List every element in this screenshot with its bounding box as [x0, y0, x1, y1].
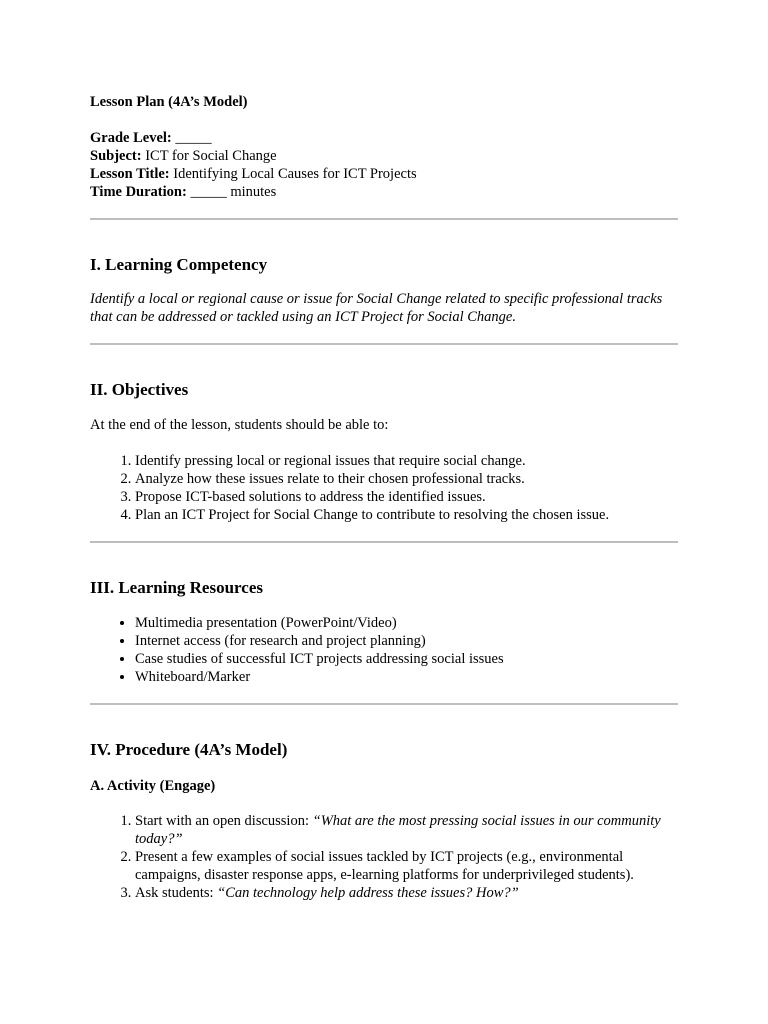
grade-level-label: Grade Level: [90, 130, 172, 146]
activity-item-text: Ask students: [135, 885, 218, 901]
time-duration-label: Time Duration: [90, 184, 187, 200]
section-divider [90, 218, 678, 220]
time-duration-value: _____ minutes [186, 184, 277, 200]
section-divider [90, 541, 678, 543]
subject-line [90, 147, 678, 165]
competency-text: Identify a local or regional cause or issue for Social Change related to specific professional tracks that can be addressed or tackled using an ICT Project for Social Change. [90, 291, 663, 325]
lesson-title-label: Lesson Title: [90, 166, 170, 182]
section-divider [90, 343, 678, 345]
resource-item: • Multimedia presentation (PowerPoint/Video) [135, 614, 678, 632]
lesson-title-value: Identifying Local Causes for ICT Projects [169, 166, 417, 182]
activity-list [90, 812, 678, 902]
activity-item-text: Start with an open discussion: [135, 813, 313, 829]
activity-item-quote: “What are the most pressing social issues in our community today?” [135, 813, 661, 847]
subject-label: Subject: [90, 148, 142, 164]
activity-item-quote: “Can technology help address these issues? How?” [217, 885, 519, 901]
grade-level-line [90, 129, 678, 147]
objective-item: 3. Propose ICT-based solutions to address the identified issues. [135, 488, 678, 506]
resources-heading: III. Learning Resources [90, 578, 263, 597]
objective-item: 2. Analyze how these issues relate to their chosen professional tracks. [135, 470, 678, 488]
activity-item [135, 884, 678, 902]
section-divider [90, 703, 678, 705]
resources-list [90, 614, 678, 686]
objective-item: 1. Identify pressing local or regional issues that require social change. [135, 452, 678, 470]
objectives-list [90, 452, 678, 524]
document-title: Lesson Plan (4A’s Model) [90, 94, 248, 110]
resource-item: • Internet access (for research and project planning) [135, 632, 678, 650]
procedure-heading: IV. Procedure (4A’s Model) [90, 740, 288, 759]
objectives-intro: At the end of the lesson, students should be able to: [90, 417, 389, 433]
objectives-heading: II. Objectives [90, 380, 189, 399]
lesson-meta [90, 129, 678, 201]
resource-item: • Case studies of successful ICT projects addressing social issues [135, 650, 678, 668]
objective-item: 4. Plan an ICT Project for Social Change to contribute to resolving the chosen issue. [135, 506, 678, 524]
competency-heading: I. Learning Competency [90, 255, 268, 274]
activity-item [135, 812, 678, 848]
activity-item: 2. Present a few examples of social issues tackled by ICT projects (e.g., environmental campaigns, disaster response apps, e-learning platforms for underprivileged students). [135, 848, 678, 884]
subject-value: ICT for Social Change [141, 148, 277, 164]
activity-heading: A. Activity (Engage) [90, 778, 216, 794]
time-duration-line [90, 183, 678, 201]
lesson-title-line [90, 165, 678, 183]
resource-item: • Whiteboard/Marker [135, 668, 678, 686]
grade-level-value: _____ [171, 130, 212, 146]
